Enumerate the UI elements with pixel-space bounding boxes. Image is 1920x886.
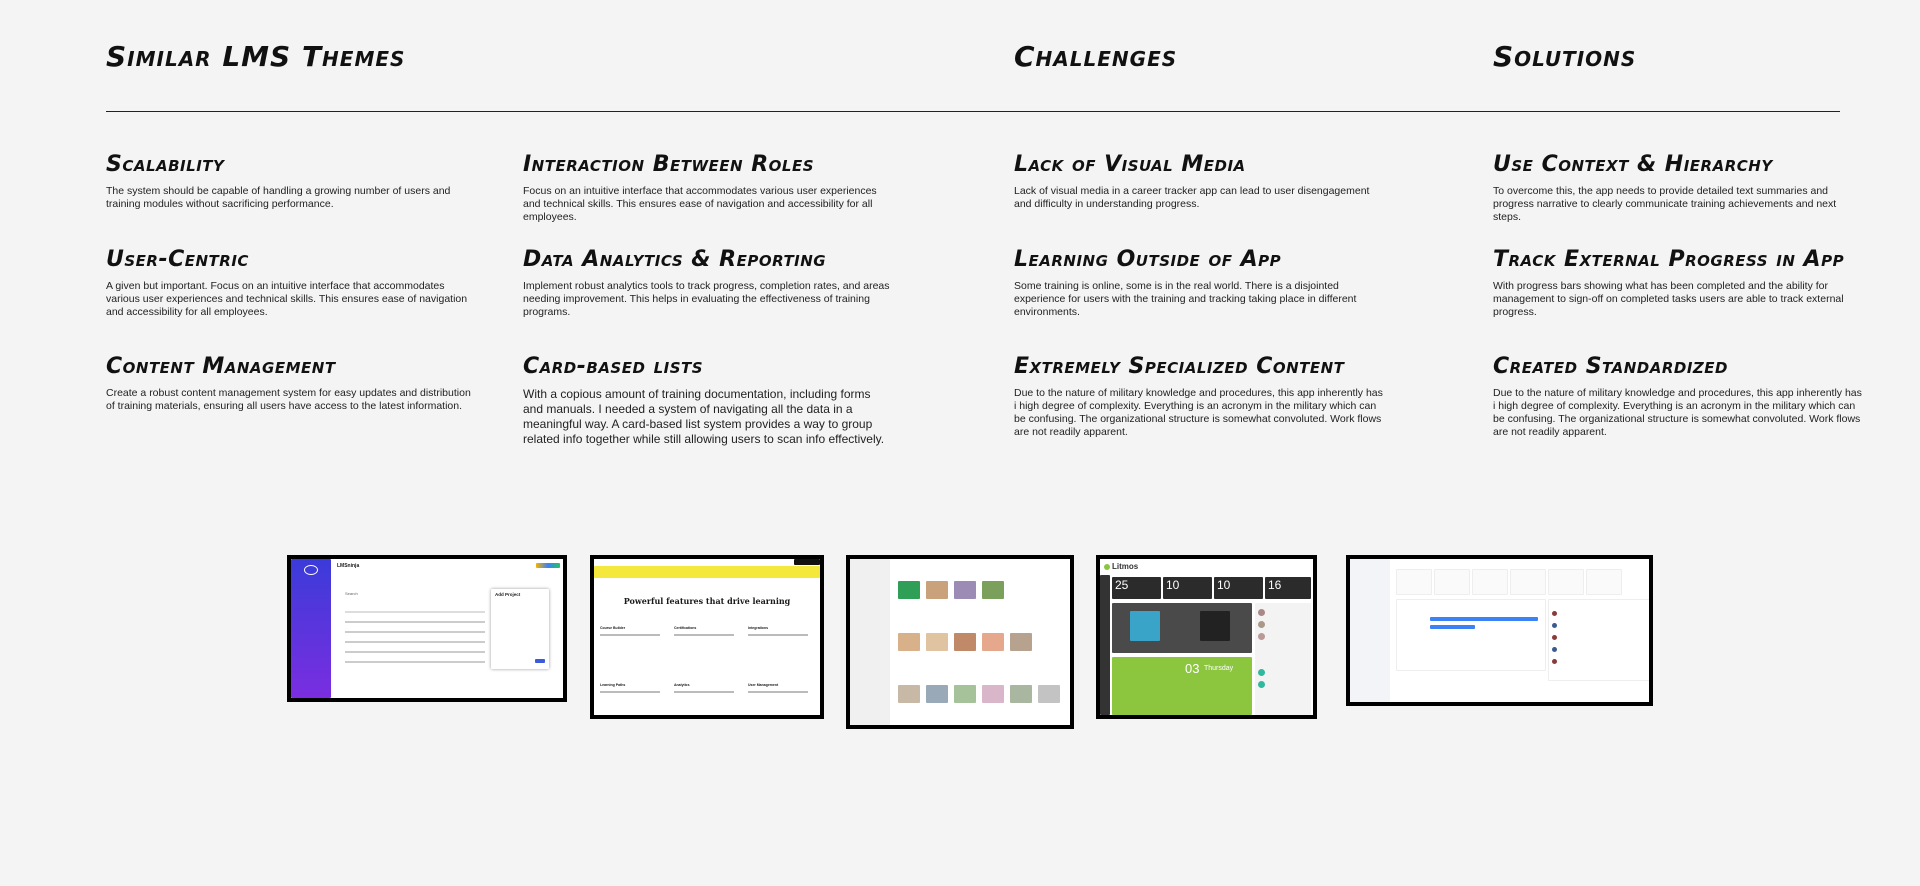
item-title: Interaction Between Roles — [523, 152, 814, 177]
feature-label: Integrations — [748, 626, 769, 630]
course-card — [982, 581, 1004, 599]
list-avatar — [1552, 635, 1557, 640]
course-card — [926, 685, 948, 703]
promo-banner — [594, 566, 820, 578]
table-row — [345, 641, 485, 643]
item-text: To overcome this, the app needs to provide detailed text summaries and progress narrative to clearly communicate training achievements and next steps. — [1493, 185, 1837, 223]
list-avatar — [1552, 611, 1557, 616]
course-card — [1010, 685, 1032, 703]
course-thumb — [1130, 611, 1160, 641]
search-label: Search — [345, 591, 358, 596]
course-card — [954, 581, 976, 599]
stat-value: 10 — [1217, 578, 1231, 592]
item-title: User-Centric — [106, 247, 249, 272]
item-text: The system should be capable of handling a growing number of users and training modules without sacrificing performance. — [106, 185, 451, 210]
add-project-panel — [491, 589, 549, 669]
course-card — [898, 633, 920, 651]
item-text: A given but important. Focus on an intuitive interface that accommodates various user experiences and technical skills. This ensures ease of navigation and accessibility for all employees. — [106, 280, 468, 318]
themes-heading: Similar LMS Themes — [106, 40, 406, 73]
challenge-outside-app — [1014, 247, 1384, 319]
panel-title: Add Project — [495, 592, 521, 597]
feature-text — [674, 634, 734, 636]
list-avatar — [1552, 623, 1557, 628]
feature-text — [600, 691, 660, 693]
calendar-date: 03 — [1185, 661, 1200, 676]
theme-scalability — [106, 152, 476, 211]
item-title: Data Analytics & Reporting — [523, 247, 827, 272]
list-avatar — [1552, 647, 1557, 652]
challenge-specialized — [1014, 354, 1384, 439]
avatars — [536, 563, 560, 568]
feature-label: Analytics — [674, 683, 690, 687]
course-card — [982, 685, 1004, 703]
chart-bar — [1430, 617, 1538, 621]
item-title: Learning Outside of App — [1014, 247, 1282, 272]
course-card — [982, 633, 1004, 651]
feature-label: Certifications — [674, 626, 697, 630]
feature-label: Course Builder — [600, 626, 626, 630]
item-text: With progress bars showing what has been completed and the ability for management to sign-off on completed tasks users are able to track external progress. — [1493, 280, 1844, 318]
stat-card — [1510, 569, 1546, 595]
table-row — [345, 661, 485, 663]
item-title: Scalability — [106, 152, 225, 177]
people-panel — [1255, 603, 1311, 715]
item-text: Focus on an intuitive interface that accommodates various user experiences and technical skills. This ensures ease of navigation and accessibility for all employees. — [523, 185, 877, 223]
feature-text — [600, 634, 660, 636]
challenge-visual-media — [1014, 152, 1384, 211]
reference-screenshot-lmsninja — [287, 555, 567, 702]
item-title: Card-based lists — [523, 354, 704, 379]
item-title: Track External Progress in App — [1493, 247, 1845, 272]
stat-card — [1548, 569, 1584, 595]
theme-interaction-roles — [523, 152, 893, 224]
course-card — [954, 633, 976, 651]
sidebar — [850, 559, 890, 725]
feature-text — [674, 691, 734, 693]
reference-screenshot-features — [590, 555, 824, 719]
course-thumb — [1200, 611, 1230, 641]
stat-card — [1586, 569, 1622, 595]
solution-track-external — [1493, 247, 1863, 319]
item-text: Some training is online, some is in the real world. There is a disjointed experience for users with the training and tracking taking place in different environments. — [1014, 280, 1357, 318]
solution-standardized — [1493, 354, 1863, 439]
solution-context — [1493, 152, 1863, 224]
logo-icon — [304, 565, 318, 575]
avatar — [1258, 633, 1265, 640]
theme-content-management — [106, 354, 476, 413]
avatar — [1258, 669, 1265, 676]
item-text: Due to the nature of military knowledge and procedures, this app inherently has i high degree of complexity. Everything is an acronym in the military which can be confusing. The organizational structure is somewhat convoluted. Work flows are not readily apparent. — [1493, 387, 1862, 438]
course-card — [954, 685, 976, 703]
table-row — [345, 651, 485, 653]
item-title: Extremely Specialized Content — [1014, 354, 1345, 379]
item-title: Content Management — [106, 354, 336, 379]
stat-card — [1396, 569, 1432, 595]
stat-card — [1472, 569, 1508, 595]
panel-button — [535, 659, 545, 663]
logo-icon — [1104, 564, 1110, 570]
list-panel — [1548, 599, 1650, 681]
item-text: Implement robust analytics tools to track progress, completion rates, and areas needing improvement. This helps in evaluating the effectiveness of training programs. — [523, 280, 890, 318]
item-title: Use Context & Hierarchy — [1493, 152, 1773, 177]
table-row — [345, 631, 485, 633]
nav-button — [794, 559, 820, 565]
theme-card-lists — [523, 354, 893, 447]
brand-label: LMSninja — [337, 563, 360, 569]
features-headline: Powerful features that drive learning — [623, 596, 791, 606]
list-avatar — [1552, 659, 1557, 664]
feature-label: User Management — [748, 683, 779, 687]
chart-bar — [1430, 625, 1475, 629]
sidebar — [1100, 575, 1110, 715]
course-card — [926, 633, 948, 651]
feature-text — [748, 634, 808, 636]
sidebar — [291, 559, 331, 698]
calendar-day: Thursday — [1204, 665, 1234, 672]
table-rule — [345, 611, 485, 613]
challenges-heading: Challenges — [1014, 40, 1178, 73]
header-divider — [106, 111, 1840, 112]
avatar — [1258, 621, 1265, 628]
avatar — [1258, 609, 1265, 616]
stat-value: 16 — [1268, 578, 1282, 592]
chart-panel — [1396, 599, 1546, 671]
item-text: Due to the nature of military knowledge and procedures, this app inherently has i high degree of complexity. Everything is an acronym in the military which can be confusing. The organizational structure is somewhat convoluted. Work flows are not readily apparent. — [1014, 387, 1383, 438]
course-card — [1010, 633, 1032, 651]
course-card — [898, 685, 920, 703]
stat-card — [1434, 569, 1470, 595]
course-card — [926, 581, 948, 599]
brand-label: Litmos — [1112, 562, 1139, 571]
solutions-heading: Solutions — [1493, 40, 1637, 73]
theme-user-centric — [106, 247, 476, 319]
item-text: Create a robust content management system for easy updates and distribution of training materials, ensuring all users have access to the latest information. — [106, 387, 471, 412]
feature-label: Learning Paths — [600, 683, 626, 687]
table-row — [345, 621, 485, 623]
course-card — [898, 581, 920, 599]
item-title: Created Standardized — [1493, 354, 1728, 379]
reference-screenshot-analytics — [1346, 555, 1653, 706]
course-card — [1038, 685, 1060, 703]
stat-value: 25 — [1115, 578, 1129, 592]
sidebar — [1350, 559, 1390, 702]
feature-text — [748, 691, 808, 693]
nav-bar — [594, 559, 820, 565]
reference-screenshot-litmos — [1096, 555, 1317, 719]
stat-value: 10 — [1166, 578, 1180, 592]
avatar — [1258, 681, 1265, 688]
item-text: With a copious amount of training documentation, including forms and manuals. I needed a system of navigating all the data in a meaningful way. A card-based list system provides a way to group related info together while still allowing users to scan info effectively. — [523, 387, 885, 446]
theme-data-analytics — [523, 247, 893, 319]
item-title: Lack of Visual Media — [1014, 152, 1246, 177]
item-text: Lack of visual media in a career tracker app can lead to user disengagement and difficulty in understanding progress. — [1014, 185, 1370, 210]
reference-screenshot-courses — [846, 555, 1074, 729]
